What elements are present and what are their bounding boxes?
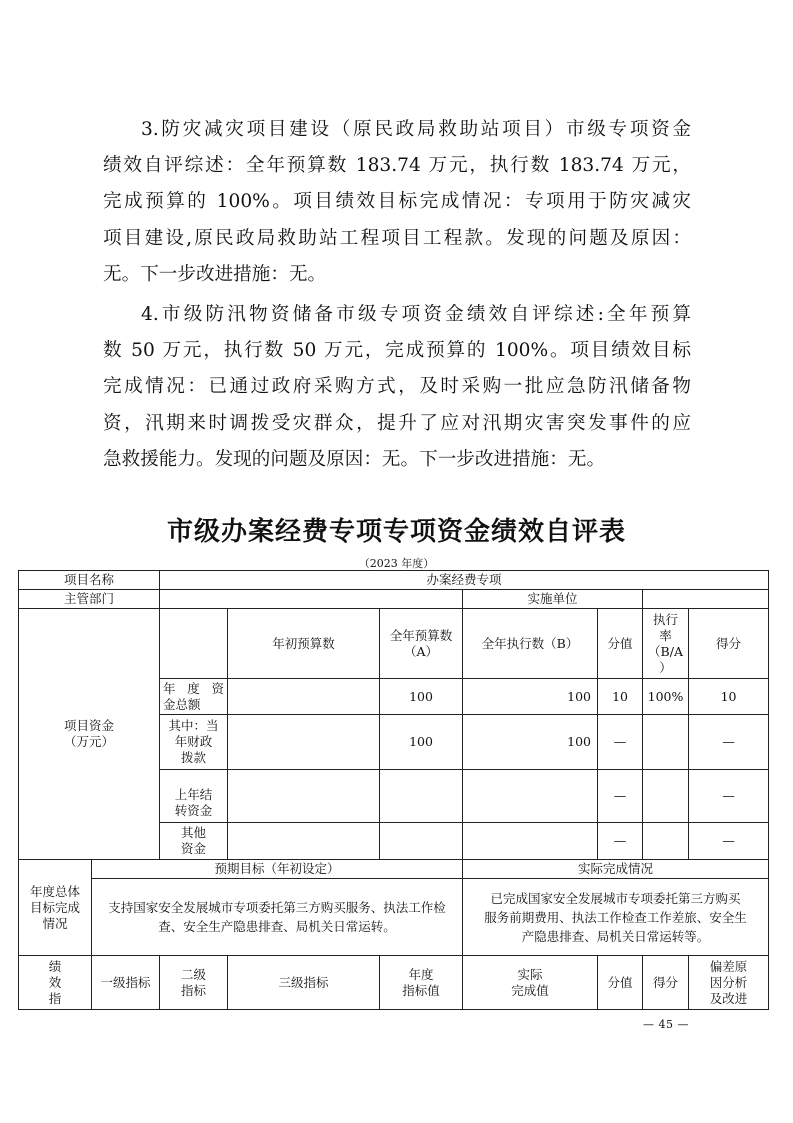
header-line: 及改进	[709, 990, 748, 1006]
paragraph-line: 完成预算的 100%。项目绩效目标完成情况：专项用于防灾减灾	[103, 191, 691, 213]
row-label-line: 资金	[181, 841, 207, 856]
cell-executed	[463, 770, 598, 823]
col-score: 得分	[689, 609, 769, 679]
actual-goal-line: 服务前期费用、执法工作检查工作差旅、安全生	[484, 909, 747, 925]
table-title: 市级办案经费专项专项资金绩效自评表	[166, 517, 626, 547]
h-annual-target	[380, 956, 463, 1010]
cell-annual	[380, 770, 463, 823]
cell-value: 10	[598, 679, 643, 715]
h-actual-value	[463, 956, 598, 1010]
table-row	[19, 590, 769, 609]
row-label-line: 年 度 资	[163, 680, 225, 696]
row-label-line: 金总额	[163, 696, 201, 712]
table-row	[19, 956, 769, 1010]
row-label	[160, 770, 228, 823]
header-line: 因分析	[709, 974, 748, 990]
header-line: （B/A	[648, 643, 683, 659]
cell-score: —	[689, 823, 769, 860]
cell-rate	[643, 715, 689, 770]
header-line: （A）	[404, 643, 439, 659]
cell-rate	[643, 770, 689, 823]
cell-value: —	[598, 770, 643, 823]
perf-label-line: 效	[48, 974, 62, 990]
actual-goal-text	[463, 879, 769, 956]
project-name-value: 办案经费专项	[160, 571, 769, 590]
cell-initial	[228, 715, 380, 770]
perf-label-line: 指	[48, 990, 62, 1006]
cell-rate	[643, 823, 689, 860]
cell-annual	[380, 823, 463, 860]
expected-header: 预期目标（年初设定）	[92, 860, 463, 879]
actual-goal-line: 已完成国家安全发展城市专项委托第三方购买	[490, 890, 741, 906]
h-score: 得分	[643, 956, 689, 1010]
impl-unit-label: 实施单位	[463, 590, 643, 609]
col-initial-budget: 年初预算数	[228, 609, 380, 679]
paragraph-line: 数 50 万元，执行数 50 万元，完成预算的 100%。项目绩效目标	[103, 340, 691, 362]
row-label-line: 其中：当	[168, 718, 219, 733]
header-line: 二级	[181, 966, 207, 982]
cell-executed: 100	[463, 679, 598, 715]
h-value: 分值	[598, 956, 643, 1010]
funds-label-line: 项目资金	[64, 718, 115, 733]
h-level1: 一级指标	[92, 956, 160, 1010]
dept-label: 主管部门	[19, 590, 160, 609]
row-label-line: 其他	[181, 825, 207, 840]
row-label-line: 转资金	[174, 803, 213, 818]
paragraph-line: 急救援能力。发现的问题及原因：无。下一步改进措施：无。	[103, 448, 606, 470]
project-name-label: 项目名称	[19, 571, 160, 590]
performance-table	[18, 570, 769, 1010]
header-line: ）	[659, 659, 672, 675]
col-executed: 全年执行数（B）	[463, 609, 598, 679]
impl-unit-value	[643, 590, 769, 609]
header-line: 指标值	[402, 982, 440, 998]
header-line: 指标	[181, 982, 207, 998]
header-line: 年度	[408, 966, 434, 982]
row-label	[160, 715, 228, 770]
goal-label-line: 年度总体	[29, 883, 80, 899]
cell-score: —	[689, 715, 769, 770]
paragraph-4	[103, 297, 691, 478]
paragraph-line: 项目建设,原民政局救助站工程项目工程款。发现的问题及原因：	[103, 227, 691, 249]
header-line: 全年预算数	[389, 627, 453, 643]
col-annual-budget	[380, 609, 463, 679]
paragraph-line: 无。下一步改进措施：无。	[103, 263, 327, 285]
cell-initial	[228, 679, 380, 715]
goal-label	[19, 860, 92, 956]
expected-goal-line: 查、安全生产隐患排查、局机关日常运转。	[158, 919, 396, 934]
cell-annual: 100	[380, 715, 463, 770]
expected-goal-line: 支持国家安全发展城市专项委托第三方购买服务、执法工作检	[108, 900, 446, 915]
blank-cell	[160, 609, 228, 679]
actual-goal-line: 产隐患排查、局机关日常运转等。	[521, 928, 710, 944]
cell-initial	[228, 770, 380, 823]
cell-rate: 100%	[643, 679, 689, 715]
paragraph-3	[103, 112, 691, 293]
col-score-value: 分值	[598, 609, 643, 679]
cell-executed: 100	[463, 715, 598, 770]
table-row	[19, 571, 769, 590]
h-level2	[160, 956, 228, 1010]
header-line: 完成值	[511, 982, 549, 998]
header-line: 率	[659, 627, 672, 643]
row-label-line: 拨款	[181, 750, 207, 765]
dept-value	[160, 590, 463, 609]
row-label-line: 上年结	[174, 787, 213, 802]
paragraph-line: 绩效自评综述：全年预算数 183.74 万元，执行数 183.74 万元，	[103, 155, 691, 177]
cell-score: 10	[689, 679, 769, 715]
h-deviation	[689, 956, 769, 1010]
header-line: 偏差原	[709, 958, 748, 974]
goal-label-line: 情况	[42, 915, 68, 931]
perf-label	[19, 956, 92, 1010]
goal-label-line: 目标完成	[29, 899, 80, 915]
row-label	[160, 679, 228, 715]
cell-value: —	[598, 715, 643, 770]
perf-label-line: 绩	[48, 958, 62, 974]
paragraph-line: 4.市级防汛物资储备市级专项资金绩效自评综述:全年预算	[141, 304, 691, 325]
row-label	[160, 823, 228, 860]
funds-label	[19, 609, 160, 860]
header-line: 实际	[517, 966, 543, 982]
table-year: （2023 年度）	[358, 557, 435, 570]
page-number: — 45 —	[643, 1018, 689, 1031]
cell-initial	[228, 823, 380, 860]
cell-value: —	[598, 823, 643, 860]
paragraph-line: 完成情况：已通过政府采购方式，及时采购一批应急防汛储备物	[103, 376, 691, 398]
table-row	[19, 860, 769, 879]
expected-goal-text	[92, 879, 463, 956]
row-label-line: 年财政	[174, 734, 213, 749]
paragraph-line: 3.防灾减灾项目建设（原民政局救助站项目）市级专项资金	[141, 119, 691, 140]
table-row	[19, 609, 769, 679]
col-exec-rate	[643, 609, 689, 679]
funds-label-line: （万元）	[64, 734, 115, 749]
cell-executed	[463, 823, 598, 860]
paragraph-line: 资，汛期来时调拨受灾群众，提升了应对汛期灾害突发事件的应	[103, 412, 691, 434]
cell-annual: 100	[380, 679, 463, 715]
table-row	[19, 879, 769, 956]
header-line: 执行	[653, 611, 679, 627]
actual-header: 实际完成情况	[463, 860, 769, 879]
h-level3: 三级指标	[228, 956, 380, 1010]
cell-score: —	[689, 770, 769, 823]
